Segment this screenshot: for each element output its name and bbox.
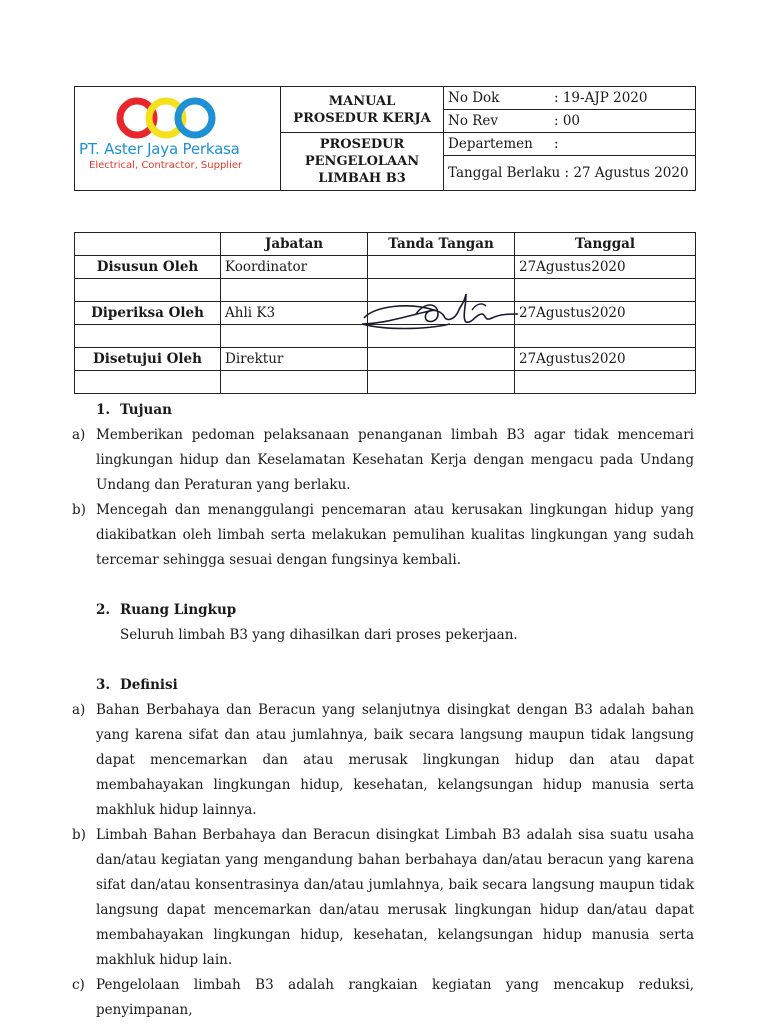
table-header-row [75, 233, 696, 256]
date-cell: 27Agustus2020 [515, 302, 696, 325]
header-cell: Tanggal [515, 233, 696, 256]
list-item [72, 698, 694, 823]
departemen-label: Departemen [448, 136, 533, 152]
section-heading: Tujuan [120, 402, 172, 418]
item-label: b) [72, 827, 86, 843]
item-text: Mencegah dan menanggulangi pencemaran atau kerusakan lingkungan hidup yang diakibatkan oleh limbah serta melakukan pemulihan kualitas lingkungan yang sudah tercemar sehingga sesuai dengan fungsinya kembali. [96, 502, 694, 568]
doc-title: MANUAL PROSEDUR KERJA [281, 87, 444, 133]
item-label: b) [72, 502, 86, 518]
role-cell: Disusun Oleh [75, 256, 221, 279]
item-text: Bahan Berbahaya dan Beracun yang selanjutnya disingkat dengan B3 adalah bahan yang karena sifat dan atau jumlahnya, baik secara langsung maupun tidak langsung dapat mencemarkan dan atau merusak lingkungan hidup dan atau dapat membahayakan lingkungan hidup, kesehatan, kelangsungan hidup manusia serta makhluk hidup lainnya. [96, 702, 694, 818]
company-tagline: Electrical, Contractor, Supplier [89, 159, 243, 171]
no-dok-label: No Dok [448, 90, 500, 106]
company-logo [75, 88, 280, 190]
list-item [72, 823, 694, 973]
tanggal-row [444, 156, 696, 191]
date-cell: 27Agustus2020 [515, 256, 696, 279]
header-cell [75, 233, 221, 256]
list-item [72, 973, 694, 1023]
section-number: 1. [96, 402, 111, 418]
item-label: a) [72, 702, 86, 718]
item-text: Limbah Bahan Berbahaya dan Beracun disingkat Limbah B3 adalah sisa suatu usaha dan/atau kegiatan yang mengandung bahan berbahaya dan/atau beracun yang karena sifat dan/atau konsentrasinya dan/atau jumlahnya, baik secara langsung maupun tidak langsung dapat mencemarkan dan/atau merusak lingkungan hidup dan/atau dapat membahayakan lingkungan hidup, kesehatan, kelangsungan hidup manusia serta makhluk hidup lain. [96, 827, 694, 968]
company-name: PT. Aster Jaya Perkasa [79, 139, 240, 158]
no-dok-value: : 19-AJP 2020 [554, 90, 648, 106]
section-title [96, 398, 694, 423]
list-item [72, 498, 694, 573]
table-row [75, 348, 696, 371]
date-cell: 27Agustus2020 [515, 348, 696, 371]
jabatan-cell: Direktur [221, 348, 368, 371]
rings-logo-icon [113, 94, 253, 142]
section-heading: Ruang Lingkup [120, 602, 237, 618]
logo-cell [75, 87, 281, 191]
header-cell: Jabatan [221, 233, 368, 256]
signature-icon [354, 284, 524, 344]
header-cell: Tanda Tangan [368, 233, 515, 256]
signature-cell [368, 348, 515, 371]
item-text: Memberikan pedoman pelaksanaan penanganan limbah B3 agar tidak mencemari lingkungan hidup dan Keselamatan Kesehatan Kerja dengan mengacu pada Undang Undang dan Peraturan yang berlaku. [96, 427, 694, 493]
no-rev-label: No Rev [448, 113, 499, 129]
tanggal-value: 27 Agustus 2020 [573, 165, 689, 181]
section-title [96, 598, 694, 623]
section-text: Seluruh limbah B3 yang dihasilkan dari proses pekerjaan. [120, 627, 518, 643]
role-cell: Disetujui Oleh [75, 348, 221, 371]
list-item [72, 423, 694, 498]
document-header-table [74, 86, 696, 191]
item-label: a) [72, 427, 86, 443]
role-cell: Diperiksa Oleh [75, 302, 221, 325]
jabatan-cell: Koordinator [221, 256, 368, 279]
tanggal-label: Tanggal Berlaku : [448, 165, 570, 181]
document-body [72, 398, 694, 1023]
doc-subtitle: PROSEDUR PENGELOLAAN LIMBAH B3 [281, 133, 444, 191]
section-number: 2. [96, 602, 111, 618]
table-row [75, 256, 696, 279]
jabatan-cell: Ahli K3 [221, 302, 368, 325]
no-rev-row [444, 110, 696, 133]
section-heading: Definisi [120, 677, 178, 693]
table-row [75, 371, 696, 394]
departemen-row [444, 133, 696, 156]
signature-cell [368, 256, 515, 279]
no-rev-value: : 00 [554, 113, 581, 129]
section-number: 3. [96, 677, 111, 693]
item-label: c) [72, 977, 85, 993]
no-dok-row [444, 87, 696, 110]
section-title [96, 673, 694, 698]
item-text: Pengelolaan limbah B3 adalah rangkaian kegiatan yang mencakup reduksi, penyimpanan, [96, 977, 694, 1018]
departemen-value: : [554, 136, 559, 152]
